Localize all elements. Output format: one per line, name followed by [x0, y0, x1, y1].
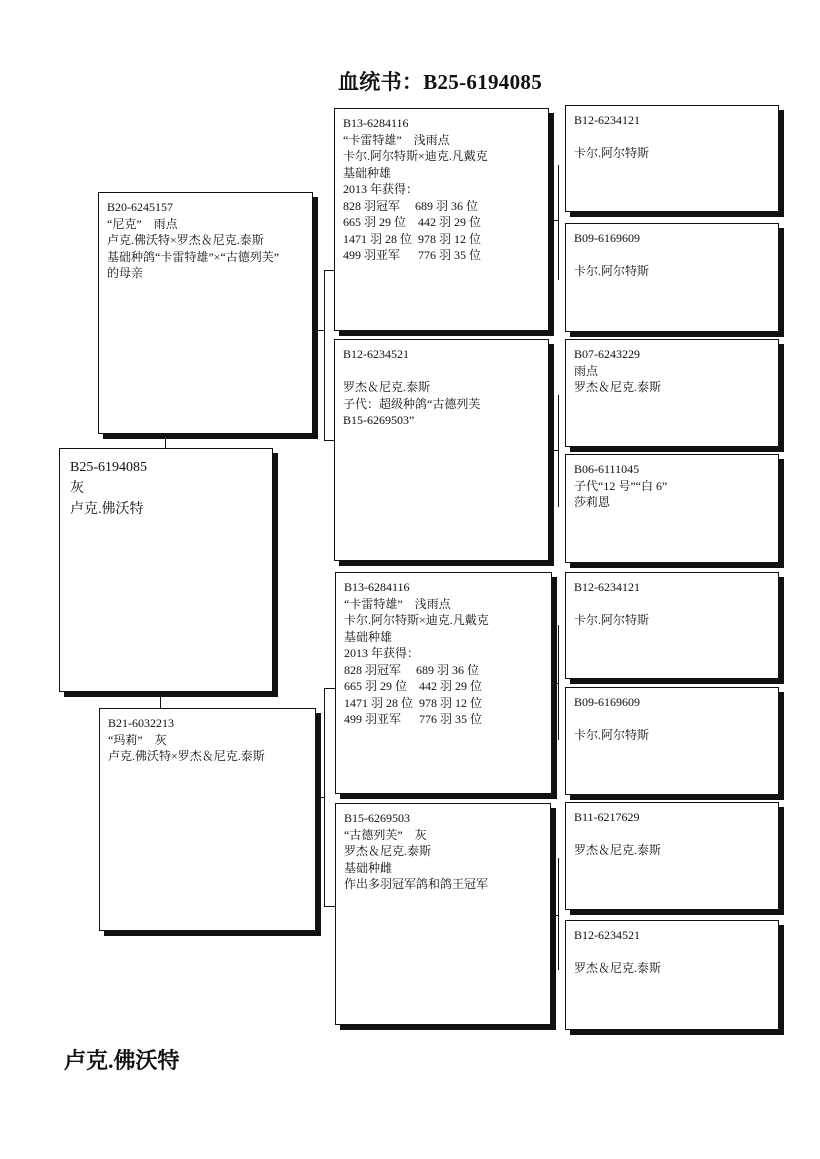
ds-line-4: 2013 年获得： [344, 646, 420, 660]
ds-line-1: “卡雷特雄” 浅雨点 [344, 596, 451, 611]
ddd-line-1 [574, 944, 770, 961]
ss-line-7: 1471 羽 28 位 978 羽 12 位 [343, 231, 482, 246]
dam-name: “玛莉” 灰 [108, 732, 167, 747]
connector-dam-bottom [324, 906, 335, 907]
dam-box [99, 708, 316, 931]
connector-dam-top [324, 688, 335, 689]
dsd-breeder: 卡尔.阿尔特斯 [574, 728, 650, 742]
sdd-box [565, 454, 779, 563]
ss-line-4: 2013 年获得： [343, 182, 419, 196]
dd-line-1: “古德列芙” 灰 [344, 827, 427, 842]
connector-dam-right [316, 797, 324, 798]
sss-ring-number: B12-6234121 [574, 113, 640, 127]
dd-line-3: 基础种雌 [344, 860, 393, 875]
connector-sire-right [313, 330, 324, 331]
ss-line-3: 基础种雄 [343, 165, 392, 180]
breeder-name-footer: 卢克.佛沃特 [64, 1048, 180, 1073]
dd-line-4: 作出多羽冠军鸽和鸽王冠军 [344, 877, 489, 891]
ss-line-6: 665 羽 29 位 442 羽 29 位 [343, 215, 482, 229]
sdd-ring-number: B06-6111045 [574, 462, 640, 476]
sd-line-3: 子代：超级种鸽“古德列芙 [343, 396, 481, 411]
sss-line-1 [574, 129, 770, 146]
sds-color: 雨点 [574, 363, 599, 378]
ddd-breeder: 罗杰＆尼克.泰斯 [574, 961, 662, 975]
dds-breeder: 罗杰＆尼克.泰斯 [574, 843, 662, 857]
subject-pigeon-box [59, 448, 273, 692]
connector-dam-vertical [324, 688, 325, 906]
subject-breeder: 卢克.佛沃特 [70, 502, 144, 517]
ds-line-2: 卡尔.阿尔特斯×迪克.凡戴克 [344, 613, 489, 627]
dd-line-0: B15-6269503 [344, 811, 410, 825]
sdd-offspring: 子代“12 号”“白 6” [574, 478, 668, 493]
ds-line-5: 828 羽冠军 689 羽 36 位 [344, 662, 480, 677]
connector-ds-vertical [558, 625, 559, 740]
connector-dd-vertical [558, 858, 559, 970]
dss-ring-number: B12-6234121 [574, 580, 640, 594]
connector-ds-stub [552, 683, 558, 684]
ds-line-6: 665 羽 29 位 442 羽 29 位 [344, 679, 483, 693]
connector-sire-top [324, 270, 334, 271]
sds-box [565, 339, 779, 447]
dsd-ring-number: B09-6169609 [574, 695, 640, 709]
connector-sd-stub [549, 450, 558, 451]
dsd-box [565, 687, 779, 795]
sd-line-4: B15-6269503” [343, 413, 415, 427]
dss-breeder: 卡尔.阿尔特斯 [574, 613, 650, 627]
connector-sire-subject [165, 434, 166, 449]
connector-ss-vertical [558, 165, 559, 280]
sds-ring-number: B07-6243229 [574, 347, 640, 361]
sire-breeding: 卢克.佛沃特×罗杰＆尼克.泰斯 [107, 233, 264, 247]
ds-line-8: 499 羽亚军 776 羽 35 位 [344, 712, 483, 726]
ds-line-7: 1471 羽 28 位 978 羽 12 位 [344, 695, 483, 710]
sire-name: “尼克” 雨点 [107, 216, 178, 231]
sire-note: 基础种鸽“卡雷特雄”×“古德列芙” [107, 249, 280, 264]
sdd-breeder: 莎莉恩 [574, 495, 611, 509]
page-title: 血统书：B25-6194085 [338, 70, 542, 94]
sss-breeder: 卡尔.阿尔特斯 [574, 146, 650, 160]
sire-note-2: 的母亲 [107, 266, 144, 280]
ss-line-1: “卡雷特雄” 浅雨点 [343, 132, 450, 147]
dam-breeding: 卢克.佛沃特×罗杰＆尼克.泰斯 [108, 749, 265, 763]
dam-dam-box [335, 803, 551, 1025]
ss-line-8: 499 羽亚军 776 羽 35 位 [343, 248, 482, 262]
sss-box [565, 105, 779, 212]
ddd-box [565, 920, 779, 1030]
subject-ring-number: B25-6194085 [70, 460, 147, 475]
ssd-ring-number: B09-6169609 [574, 231, 640, 245]
dss-box [565, 572, 779, 679]
sd-line-1 [343, 363, 540, 380]
dds-box [565, 802, 779, 910]
sire-dam-box [334, 339, 549, 561]
ds-line-0: B13-6284116 [344, 580, 410, 594]
sd-line-0: B12-6234521 [343, 347, 409, 361]
connector-subject-dam [160, 692, 161, 708]
subject-color: 灰 [70, 481, 84, 496]
sire-ring-number: B20-6245157 [107, 200, 173, 214]
sds-breeder: 罗杰＆尼克.泰斯 [574, 380, 662, 394]
ss-line-0: B13-6284116 [343, 116, 409, 130]
ss-line-5: 828 羽冠军 689 羽 36 位 [343, 198, 479, 213]
dam-sire-box [335, 572, 552, 794]
ssd-box [565, 223, 779, 332]
connector-sire-bottom [324, 440, 334, 441]
sire-sire-box [334, 108, 549, 331]
ds-line-3: 基础种雄 [344, 629, 393, 644]
ssd-breeder: 卡尔.阿尔特斯 [574, 264, 650, 278]
connector-dd-stub [552, 915, 558, 916]
ssd-line-1 [574, 247, 770, 264]
dss-line-1 [574, 596, 770, 613]
dam-ring-number: B21-6032213 [108, 716, 174, 730]
connector-sd-vertical [558, 395, 559, 507]
sd-line-2: 罗杰＆尼克.泰斯 [343, 380, 431, 394]
connector-ss-stub [549, 220, 558, 221]
connector-sire-vertical [324, 270, 325, 440]
dsd-line-1 [574, 711, 770, 728]
dd-line-2: 罗杰＆尼克.泰斯 [344, 844, 432, 858]
ss-line-2: 卡尔.阿尔特斯×迪克.凡戴克 [343, 149, 488, 163]
dds-ring-number: B11-6217629 [574, 810, 640, 824]
ddd-ring-number: B12-6234521 [574, 928, 640, 942]
dds-line-1 [574, 826, 770, 843]
sire-box [98, 192, 313, 434]
